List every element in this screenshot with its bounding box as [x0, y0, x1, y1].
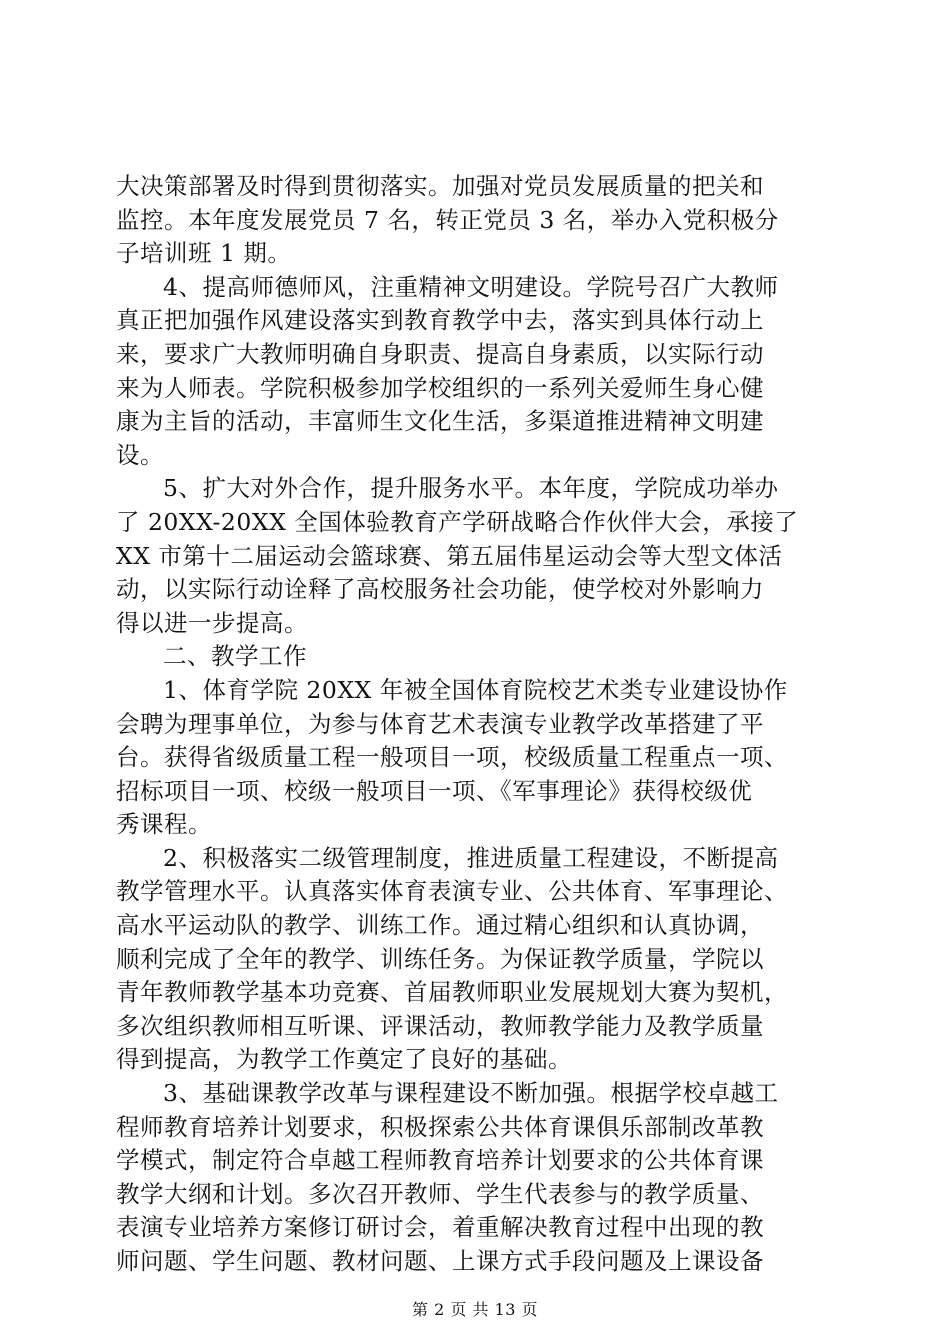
text-line: 得到提高，为教学工作奠定了良好的基础。	[116, 1045, 572, 1074]
text-line: 康为主旨的活动，丰富师生文化生活，多渠道推进精神文明建	[116, 407, 764, 436]
text-line: 来，要求广大教师明确自身职责、提高自身素质，以实际行动	[116, 339, 764, 368]
text-line: 真正把加强作风建设落实到教育教学中去，落实到具体行动上	[116, 306, 764, 335]
text-line: 3、基础课教学改革与课程建设不断加强。根据学校卓越工	[163, 1079, 779, 1108]
text-line: 秀课程。	[116, 810, 212, 839]
text-line: 表演专业培养方案修订研讨会，着重解决教育过程中出现的教	[116, 1213, 764, 1242]
page-footer: 第 2 页 共 13 页	[412, 1300, 538, 1319]
text-line: 会聘为理事单位，为参与体育艺术表演专业教学改革搭建了平	[116, 709, 764, 738]
text-line: 设。	[116, 440, 164, 469]
text-line: 监控。本年度发展党员 7 名，转正党员 3 名，举办入党积极分	[116, 205, 779, 234]
text-line: 师问题、学生问题、教材问题、上课方式手段问题及上课设备	[116, 1247, 764, 1275]
text-line: 台。获得省级质量工程一般项目一项，校级质量工程重点一项、	[116, 743, 788, 772]
text-line: XX 市第十二届运动会篮球赛、第五届伟星运动会等大型文体活	[116, 541, 783, 570]
text-line: 得以进一步提高。	[116, 608, 308, 637]
text-line: 大决策部署及时得到贯彻落实。加强对党员发展质量的把关和	[116, 172, 764, 200]
text-line: 4、提高师德师风，注重精神文明建设。学院号召广大教师	[163, 272, 779, 301]
text-line: 多次组织教师相互听课、评课活动，教师教学能力及教学质量	[116, 1011, 764, 1040]
text-line: 5、扩大对外合作，提升服务水平。本年度，学院成功举办	[163, 474, 779, 503]
text-line: 招标项目一项、校级一般项目一项、《军事理论》获得校级优	[116, 776, 753, 805]
text-line: 二、教学工作	[163, 642, 307, 671]
text-line: 动，以实际行动诠释了高校服务社会功能，使学校对外影响力	[116, 575, 764, 604]
text-line: 高水平运动队的教学、训练工作。通过精心组织和认真协调，	[116, 911, 764, 940]
text-line: 教学管理水平。认真落实体育表演专业、公共体育、军事理论、	[116, 877, 788, 906]
text-line: 1、体育学院 20XX 年被全国体育院校艺术类专业建设协作	[163, 675, 788, 704]
text-line: 来为人师表。学院积极参加学校组织的一系列关爱师生身心健	[116, 373, 764, 402]
text-line: 学模式，制定符合卓越工程师教育培养计划要求的公共体育课	[116, 1146, 764, 1175]
document-body	[116, 170, 832, 1279]
text-line: 顺利完成了全年的教学、训练任务。为保证教学质量，学院以	[116, 944, 764, 973]
text-line: 青年教师教学基本功竞赛、首届教师职业发展规划大赛为契机，	[116, 978, 788, 1007]
text-line: 2、积极落实二级管理制度，推进质量工程建设，不断提高	[163, 843, 779, 872]
text-line: 子培训班 1 期。	[116, 239, 292, 268]
text-line: 程师教育培养计划要求，积极探索公共体育课俱乐部制改革教	[116, 1112, 764, 1141]
text-line: 了 20XX-20XX 全国体验教育产学研战略合作伙伴大会，承接了	[116, 507, 799, 536]
text-line: 教学大纲和计划。多次召开教师、学生代表参与的教学质量、	[116, 1179, 764, 1208]
